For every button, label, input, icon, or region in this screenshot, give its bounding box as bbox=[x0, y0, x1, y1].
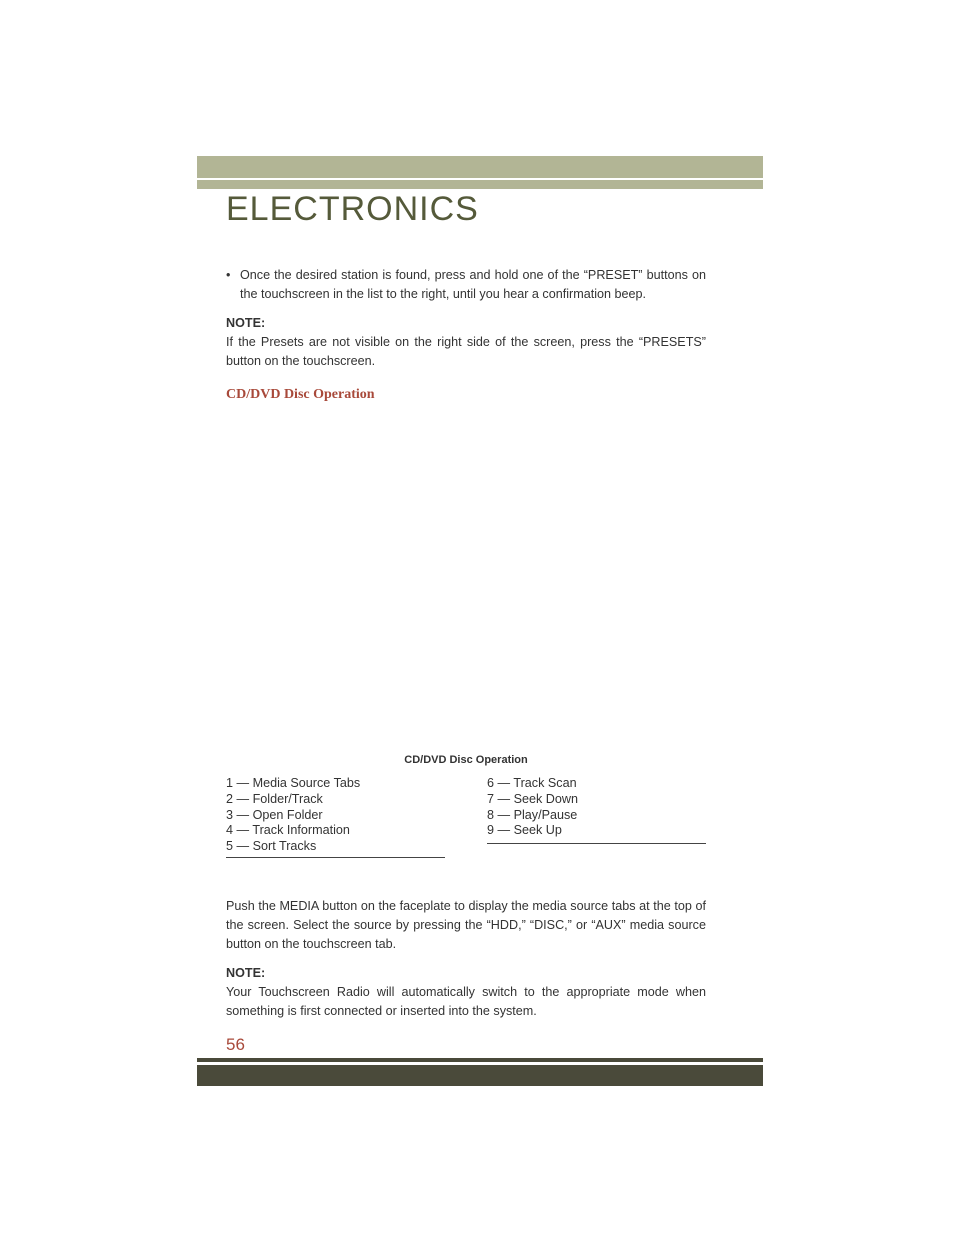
bullet-text: Once the desired station is found, press and hold one of the “PRESET” buttons on the touchscreen in the list to the right, until you hear a confirmation beep. bbox=[240, 268, 706, 301]
legend-item: 8 — Play/Pause bbox=[487, 807, 578, 822]
figure-image-area bbox=[226, 395, 706, 745]
legend-item: 2 — Folder/Track bbox=[226, 791, 323, 806]
note-label: NOTE: bbox=[226, 316, 266, 330]
body-bottom bbox=[226, 897, 706, 1021]
bullet-icon: • bbox=[226, 268, 231, 282]
legend-item: 4 — Track Information bbox=[226, 823, 350, 838]
bullet-item bbox=[226, 266, 706, 304]
note-text: If the Presets are not visible on the right side of the screen, press the “PRESETS” button on the touchscreen. bbox=[226, 335, 706, 368]
legend-item: 6 — Track Scan bbox=[487, 776, 577, 790]
legend-item: 7 — Seek Down bbox=[487, 791, 578, 806]
figure-caption: CD/DVD Disc Operation bbox=[404, 754, 528, 766]
footer-rule bbox=[197, 1058, 763, 1062]
legend-item: 9 — Seek Up bbox=[487, 823, 562, 838]
footer-band bbox=[197, 1065, 763, 1086]
paragraph: Push the MEDIA button on the faceplate to display the media source tabs at the top of the screen. Select the source by pressing the “HDD,” “DISC,” or “AUX” media source button on the touchscreen tab. bbox=[226, 899, 706, 951]
legend-item: 5 — Sort Tracks bbox=[226, 839, 317, 854]
legend-right bbox=[487, 776, 706, 839]
note-label: NOTE: bbox=[226, 966, 266, 980]
subheading: CD/DVD Disc Operation bbox=[226, 387, 375, 402]
page-number: 56 bbox=[226, 1035, 245, 1054]
legend-item: 3 — Open Folder bbox=[226, 807, 323, 822]
legend-item: 1 — Media Source Tabs bbox=[226, 776, 361, 790]
legend-right-rule bbox=[487, 843, 706, 844]
body-top bbox=[226, 266, 706, 404]
note-text: Your Touchscreen Radio will automatically switch to the appropriate mode when something is first connected or inserted into the system. bbox=[226, 985, 706, 1018]
header-band bbox=[197, 156, 763, 178]
header-band-stripe bbox=[197, 180, 763, 189]
section-title: ELECTRONICS bbox=[226, 190, 479, 228]
legend-left bbox=[226, 776, 445, 855]
legend-left-rule bbox=[226, 857, 445, 858]
